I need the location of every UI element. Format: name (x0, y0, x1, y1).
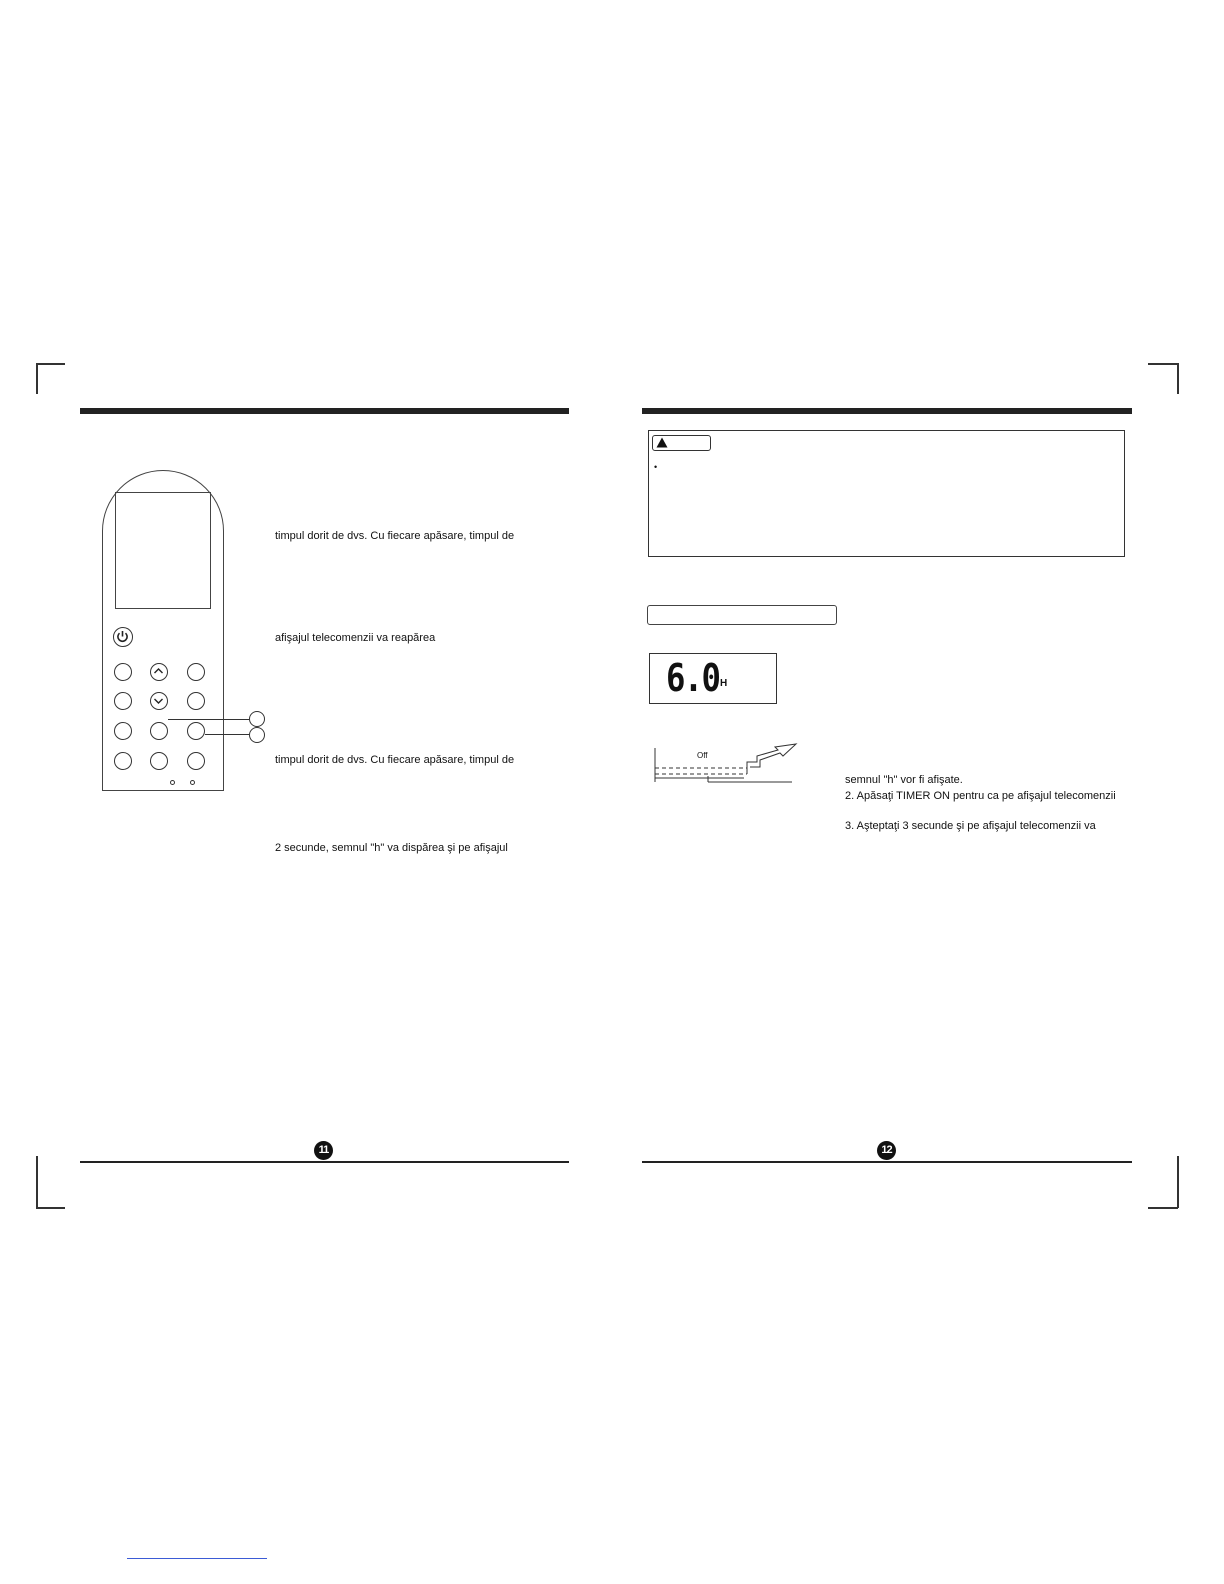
callout-marker-2 (249, 727, 265, 743)
timeline-off-label: Off (697, 751, 708, 760)
lcd-timer-unit: H (720, 678, 728, 689)
remote-button-r4c1 (114, 752, 132, 770)
left-text-line-1: timpul dorit de dvs. Cu fiecare apăsare, timpul de (275, 530, 515, 542)
callout-marker-1 (249, 711, 265, 727)
crop-mark-top-right-v (1177, 363, 1179, 394)
remote-button-r2c3 (187, 692, 205, 710)
lcd-timer-value: 6.0 (666, 656, 720, 700)
left-page-number: 11 (314, 1141, 333, 1160)
crop-mark-bottom-left-v (36, 1156, 38, 1208)
crop-mark-top-left-h (36, 363, 65, 365)
callout-line-timer-on (168, 719, 249, 720)
timer-on-button (150, 722, 168, 740)
crop-mark-top-left-v (36, 363, 38, 394)
left-text-line-2: afişajul telecomenzii va reapărea (275, 632, 436, 644)
right-page-number: 12 (877, 1141, 896, 1160)
power-button (113, 627, 133, 647)
temp-down-button (150, 692, 168, 710)
callout-line-timer-off (205, 734, 249, 735)
left-text-line-4: 2 secunde, semnul "h" va dispărea şi pe afişajul (275, 842, 508, 854)
bottom-link-underline (127, 1558, 267, 1559)
right-text-line-3: 3. Aşteptaţi 3 secunde şi pe afişajul telecomenzii va (845, 820, 1096, 832)
remote-button-r1c3 (187, 663, 205, 681)
right-page-header-bar (642, 408, 1132, 414)
crop-mark-bottom-right-v (1177, 1156, 1179, 1208)
remote-button-r3c1 (114, 722, 132, 740)
section-title-pill (647, 605, 837, 625)
temp-up-button (150, 663, 168, 681)
crop-mark-bottom-right-h (1148, 1207, 1178, 1209)
crop-mark-bottom-left-h (36, 1207, 65, 1209)
chevron-up-icon (151, 664, 166, 679)
crop-mark-top-right-h (1148, 363, 1178, 365)
right-text-line-1: semnul "h" vor fi afişate. (845, 774, 963, 786)
right-text-line-2: 2. Apăsaţi TIMER ON pentru ca pe afişajul telecomenzii (845, 790, 1116, 802)
caution-label (652, 435, 711, 451)
chevron-down-icon (151, 693, 166, 708)
warning-triangle-icon (656, 437, 668, 448)
remote-indicator-led-1 (170, 780, 175, 785)
caution-box (648, 430, 1125, 557)
lcd-display (649, 653, 777, 704)
remote-button-r1c1 (114, 663, 132, 681)
power-icon (114, 628, 131, 645)
timeline-graphic (652, 742, 802, 784)
caution-bullet: • (654, 462, 658, 472)
left-text-line-3: timpul dorit de dvs. Cu fiecare apăsare, timpul de (275, 754, 515, 766)
timer-off-button (187, 722, 205, 740)
left-page-header-bar (80, 408, 569, 414)
left-page-footer-line (80, 1161, 569, 1163)
remote-button-r4c3 (187, 752, 205, 770)
remote-screen (115, 492, 211, 609)
remote-button-r4c2 (150, 752, 168, 770)
right-page-footer-line (642, 1161, 1132, 1163)
remote-indicator-led-2 (190, 780, 195, 785)
remote-button-r2c1 (114, 692, 132, 710)
